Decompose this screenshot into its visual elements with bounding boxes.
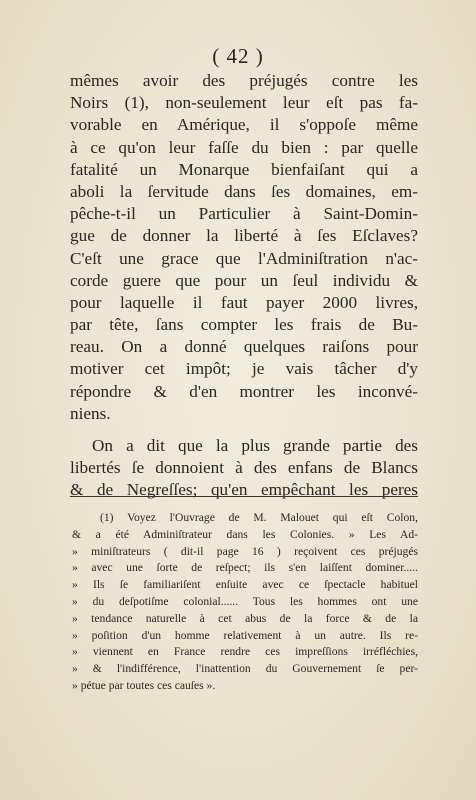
text-line: à ce qu'on leur faſſe du bien : par quelle	[70, 137, 418, 157]
footnote-line: » viennent en France rendre ces impreſſions irréfléchies,	[72, 645, 418, 659]
text-line: mêmes avoir des préjugés contre les	[70, 71, 418, 90]
text-line: motiver cet impôt; je vais tâcher d'y	[70, 359, 418, 379]
footnote-line: » poſition d'un homme relativement à un autre. Ils re-	[72, 628, 418, 642]
text-line: par tête, ſans compter les frais de Bu-	[70, 315, 418, 335]
text-line: vorable en Amérique, il s'oppoſe même	[70, 115, 418, 135]
page-number: ( 42 )	[212, 44, 264, 68]
footnote-divider	[70, 496, 418, 497]
footnote-line: » & l'indifférence, l'inattention du Gouvernement ſe per-	[72, 662, 418, 676]
text-line: & de Negreſſes; qu'en empêchant les peres	[70, 480, 418, 500]
footnote-line: & a été Adminiſtrateur dans les Colonies. » Les Ad-	[72, 527, 418, 541]
text-line: pour laquelle il faut payer 2000 livres,	[70, 292, 418, 312]
text-line: aboli la ſervitude dans ſes domaines, em-	[70, 181, 418, 201]
text-line: pêche-t-il un Particulier à Saint-Domin-	[70, 204, 418, 224]
text-line: libertés ſe donnoient à des enfans de Blancs	[70, 458, 418, 478]
text-line: On a dit que la plus grande partie des	[92, 436, 418, 455]
text-line: répondre & d'en montrer les inconvé-	[70, 381, 418, 401]
text-line: fatalité un Monarque bienfaiſant qui a	[70, 159, 418, 179]
text-line: gue de donner la liberté à ſes Eſclaves?	[70, 226, 418, 246]
footnote	[72, 510, 418, 695]
text-line: C'eſt une grace que l'Adminiſtration n'ac-	[70, 248, 418, 268]
main-text	[70, 70, 418, 502]
footnote-line: » miniſtrateurs ( dit-il page 16 ) reçoivent ces préjugés	[72, 544, 418, 558]
footnote-line: » Ils ſe familiariſent enſuite avec ce ſpectacle habituel	[72, 578, 418, 592]
paragraph-gap	[70, 425, 418, 435]
paragraph-1	[70, 70, 418, 425]
text-line: corde guere que pour un ſeul individu &	[70, 270, 418, 290]
footnote-line: » avec une ſorte de reſpect; ils s'en laiſſent dominer.....	[72, 561, 418, 575]
footnote-line: » du deſpotiſme colonial...... Tous les hommes ont une	[72, 594, 418, 608]
text-line: Noirs (1), non-seulement leur eſt pas fa-	[70, 93, 418, 113]
footnote-line: (1) Voyez l'Ouvrage de M. Malouet qui eſt Colon,	[100, 511, 418, 524]
footnote-line: » pétue par toutes ces cauſes ».	[72, 678, 216, 692]
text-line: reau. On a donné quelques raiſons pour	[70, 337, 418, 357]
text-line: niens.	[70, 403, 111, 423]
footnote-line: » tendance naturelle à cet abus de la force & de la	[72, 611, 418, 625]
paragraph-2	[70, 435, 418, 502]
